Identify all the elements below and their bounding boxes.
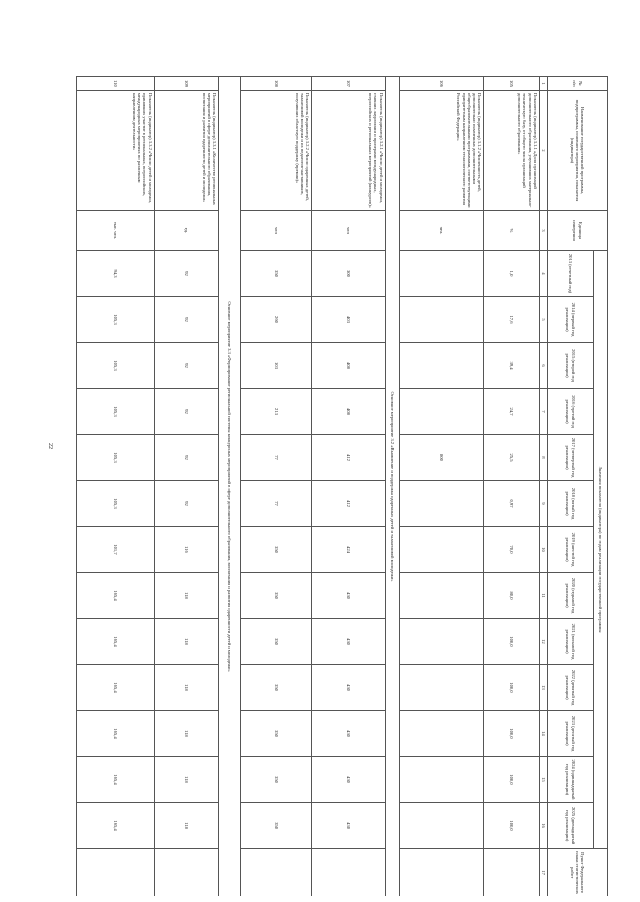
header-year: 2017 (четвертый год реализации) [548,435,594,481]
value-cell: 103 [241,343,312,389]
value-cell: 92 [154,297,218,343]
value-cell [400,251,484,297]
section-heading-3-2: Основное мероприятие 3.2 «Выявление и поддержка одаренных детей и талантливой молодежи» [385,77,399,897]
header-year: 2020 (седьмой год реализации) [548,573,594,619]
value-cell: 800 [400,435,484,481]
table-row [154,77,218,897]
value-cell: 430 [312,665,385,711]
value-cell: 105,3 [77,389,155,435]
column-index-cell: 3 [539,211,547,251]
column-index-cell: 6 [539,343,547,389]
value-cell: 100,0 [484,665,540,711]
value-cell: 165,4 [77,803,155,849]
value-cell: 17,6 [484,297,540,343]
value-cell: 300 [312,251,385,297]
table-row [77,77,155,897]
value-cell [400,619,484,665]
column-index-cell: 5 [539,297,547,343]
value-cell: 118 [154,757,218,803]
value-cell: 118 [154,711,218,757]
table-row [241,77,312,897]
header-year: 2023 (десятый год реализации) [548,711,594,757]
table-row [312,77,385,897]
column-index-cell: 7 [539,389,547,435]
header-year: 2014 (первый год реализации) [548,297,594,343]
plan-cell [154,849,218,896]
value-cell: 92 [154,389,218,435]
value-cell: 77 [241,435,312,481]
value-cell: 430 [312,711,385,757]
value-cell: 412 [312,481,385,527]
table-row [400,77,484,897]
value-cell: 92 [154,481,218,527]
value-cell [400,803,484,849]
value-cell: 24,7 [484,389,540,435]
unit-cell: % [484,211,540,251]
value-cell: 100,0 [484,711,540,757]
column-index-cell: 8 [539,435,547,481]
value-cell: 118 [154,573,218,619]
column-index-cell: 9 [539,481,547,527]
header-year: 2016 (третий год реализации) [548,389,594,435]
value-cell: 77 [241,481,312,527]
unit-cell: чел. [400,211,484,251]
header-year: 2018 (пятый год реализации) [548,481,594,527]
value-cell: 430 [312,803,385,849]
column-index-cell: 1 [539,77,547,91]
plan-cell [312,849,385,896]
value-cell [400,297,484,343]
row-number: 107 [312,77,385,91]
column-index-cell: 10 [539,527,547,573]
value-cell: 25,5 [484,435,540,481]
value-cell: 213 [241,389,312,435]
column-index-cell: 17 [539,849,547,896]
value-cell [400,343,484,389]
table-row [484,77,540,897]
header-year: 2024 (одиннадцатый год реализации) [548,757,594,803]
value-cell: 105,3 [77,481,155,527]
indicator-name: Показатель (индикатор) 3.3.1 «Количество региональных мероприятий в сфере дополнительного образования, воспитания и развития одаренности детей и молодежи» [154,91,218,211]
column-index-cell: 12 [539,619,547,665]
value-cell: 430 [312,619,385,665]
value-cell [400,573,484,619]
value-cell: 92 [154,435,218,481]
value-cell: 39,4 [484,343,540,389]
value-cell: 118 [154,803,218,849]
value-cell: 100,0 [484,803,540,849]
value-cell: 350 [241,573,312,619]
value-cell: 105,3 [77,435,155,481]
value-cell: 80,0 [484,573,540,619]
header-year: 2021 (восьмой год реализации) [548,619,594,665]
value-cell: 424 [312,527,385,573]
plan-cell [241,849,312,896]
value-cell: 92 [154,343,218,389]
header-year: 2019 (шестой год реализации) [548,527,594,573]
value-cell [400,481,484,527]
column-index-row [539,77,547,897]
value-cell: 101,7 [77,527,155,573]
value-cell: 412 [312,435,385,481]
section-heading-3-3: Основное мероприятие 3.3 «Формирование региональной системы конкурсных мероприятий в сфере дополнительного образования, воспитания и развития одаренности детей и молодежи» [219,77,241,897]
value-cell: 408 [312,389,385,435]
value-cell: 116 [154,527,218,573]
value-cell: 165,4 [77,573,155,619]
value-cell: 350 [241,757,312,803]
header-plan: Пункт Федерального плана статистических работ [548,849,608,896]
indicator-name: Показатель (индикатор) 3.1.2 «Численность детей, дополнительно охваченных дополнительными общеобразовательными программами, соответствующими приоритетным направлениям технологического развития Российской Федерации» [400,91,484,211]
indicator-name: Показатель (индикатор) 3.2.2 «Число одаренных детей, талантливой молодежи и их педагогов-наставников, получивших областную поддержку (премии)» [241,91,312,211]
value-cell [400,711,484,757]
row-number: 109 [154,77,218,91]
value-cell: 100,0 [484,619,540,665]
value-cell: 350 [241,711,312,757]
value-cell: 350 [241,803,312,849]
plan-cell [400,849,484,896]
header-year: 2015 (второй год реализации) [548,343,594,389]
unit-cell: чел [312,211,385,251]
value-cell: 350 [241,665,312,711]
header-name: Наименование государственной программы, подпрограммы, основного мероприятия, показателя (индикатора) [548,91,608,211]
header-unit: Единица измерения [548,211,608,251]
plan-cell [77,849,155,896]
row-number: 106 [400,77,484,91]
column-index-cell: 14 [539,711,547,757]
value-cell: 165,4 [77,619,155,665]
indicator-name: Показатель (индикатор) 3.2.1 «Число детей и молодежи, ставших лауреатами и призерами международных, всероссийских и региональных мероприятий (конкурсов)» [312,91,385,211]
indicator-table-wrapper [76,76,608,896]
value-cell: 118 [154,665,218,711]
value-cell: 165,4 [77,757,155,803]
value-cell [400,527,484,573]
unit-cell: чел [241,211,312,251]
header-years-group: Значения показателя (индикатора) по годам реализации государственной программы [594,251,608,849]
value-cell: 350 [241,527,312,573]
page-number: 22 [47,443,53,449]
value-cell [400,665,484,711]
value-cell: 350 [241,251,312,297]
plan-cell [484,849,540,896]
value-cell: 0,97 [484,481,540,527]
value-cell: 105,3 [77,297,155,343]
value-cell: 430 [312,573,385,619]
value-cell: 118 [154,619,218,665]
value-cell: 94,3 [77,251,155,297]
row-number: 105 [484,77,540,91]
indicator-name: Показатель (индикатор) 3.3.2 «Число детей и молодежи, принявших участие в региональных, всероссийских, международных мероприятиях по различным направлениям деятельности» [77,91,155,211]
column-index-cell: 4 [539,251,547,297]
column-index-cell: 15 [539,757,547,803]
header-year: 2025 (двенадцатый год реализации) [548,803,594,849]
value-cell: 165,4 [77,665,155,711]
value-cell: 408 [312,343,385,389]
column-index-cell: 16 [539,803,547,849]
value-cell: 430 [312,757,385,803]
header-year: 2022 (девятый год реализации) [548,665,594,711]
header-no: № п/п [548,77,608,91]
value-cell: 260 [241,297,312,343]
unit-cell: ед. [154,211,218,251]
value-cell: 350 [241,619,312,665]
column-index-cell: 13 [539,665,547,711]
value-cell [400,757,484,803]
value-cell: 92 [154,251,218,297]
header-year: 2013 (отчетный год) [548,251,594,297]
value-cell: 70,0 [484,527,540,573]
value-cell: 165,4 [77,711,155,757]
rotated-table-area [76,76,608,896]
column-index-cell: 11 [539,573,547,619]
value-cell: 403 [312,297,385,343]
row-number: 108 [241,77,312,91]
indicator-table [76,76,608,896]
unit-cell: тыс. чел. [77,211,155,251]
value-cell: 105,3 [77,343,155,389]
value-cell: 100,0 [484,757,540,803]
value-cell: 1,0 [484,251,540,297]
value-cell [400,389,484,435]
column-index-cell: 2 [539,91,547,211]
indicator-name: Показатель (индикатор) 3.1.1 «Доля организаций дополнительного образования, улучшивших материально-техническую базу, от общего числа организаций дополнительного образования» [484,91,540,211]
row-number: 110 [77,77,155,91]
